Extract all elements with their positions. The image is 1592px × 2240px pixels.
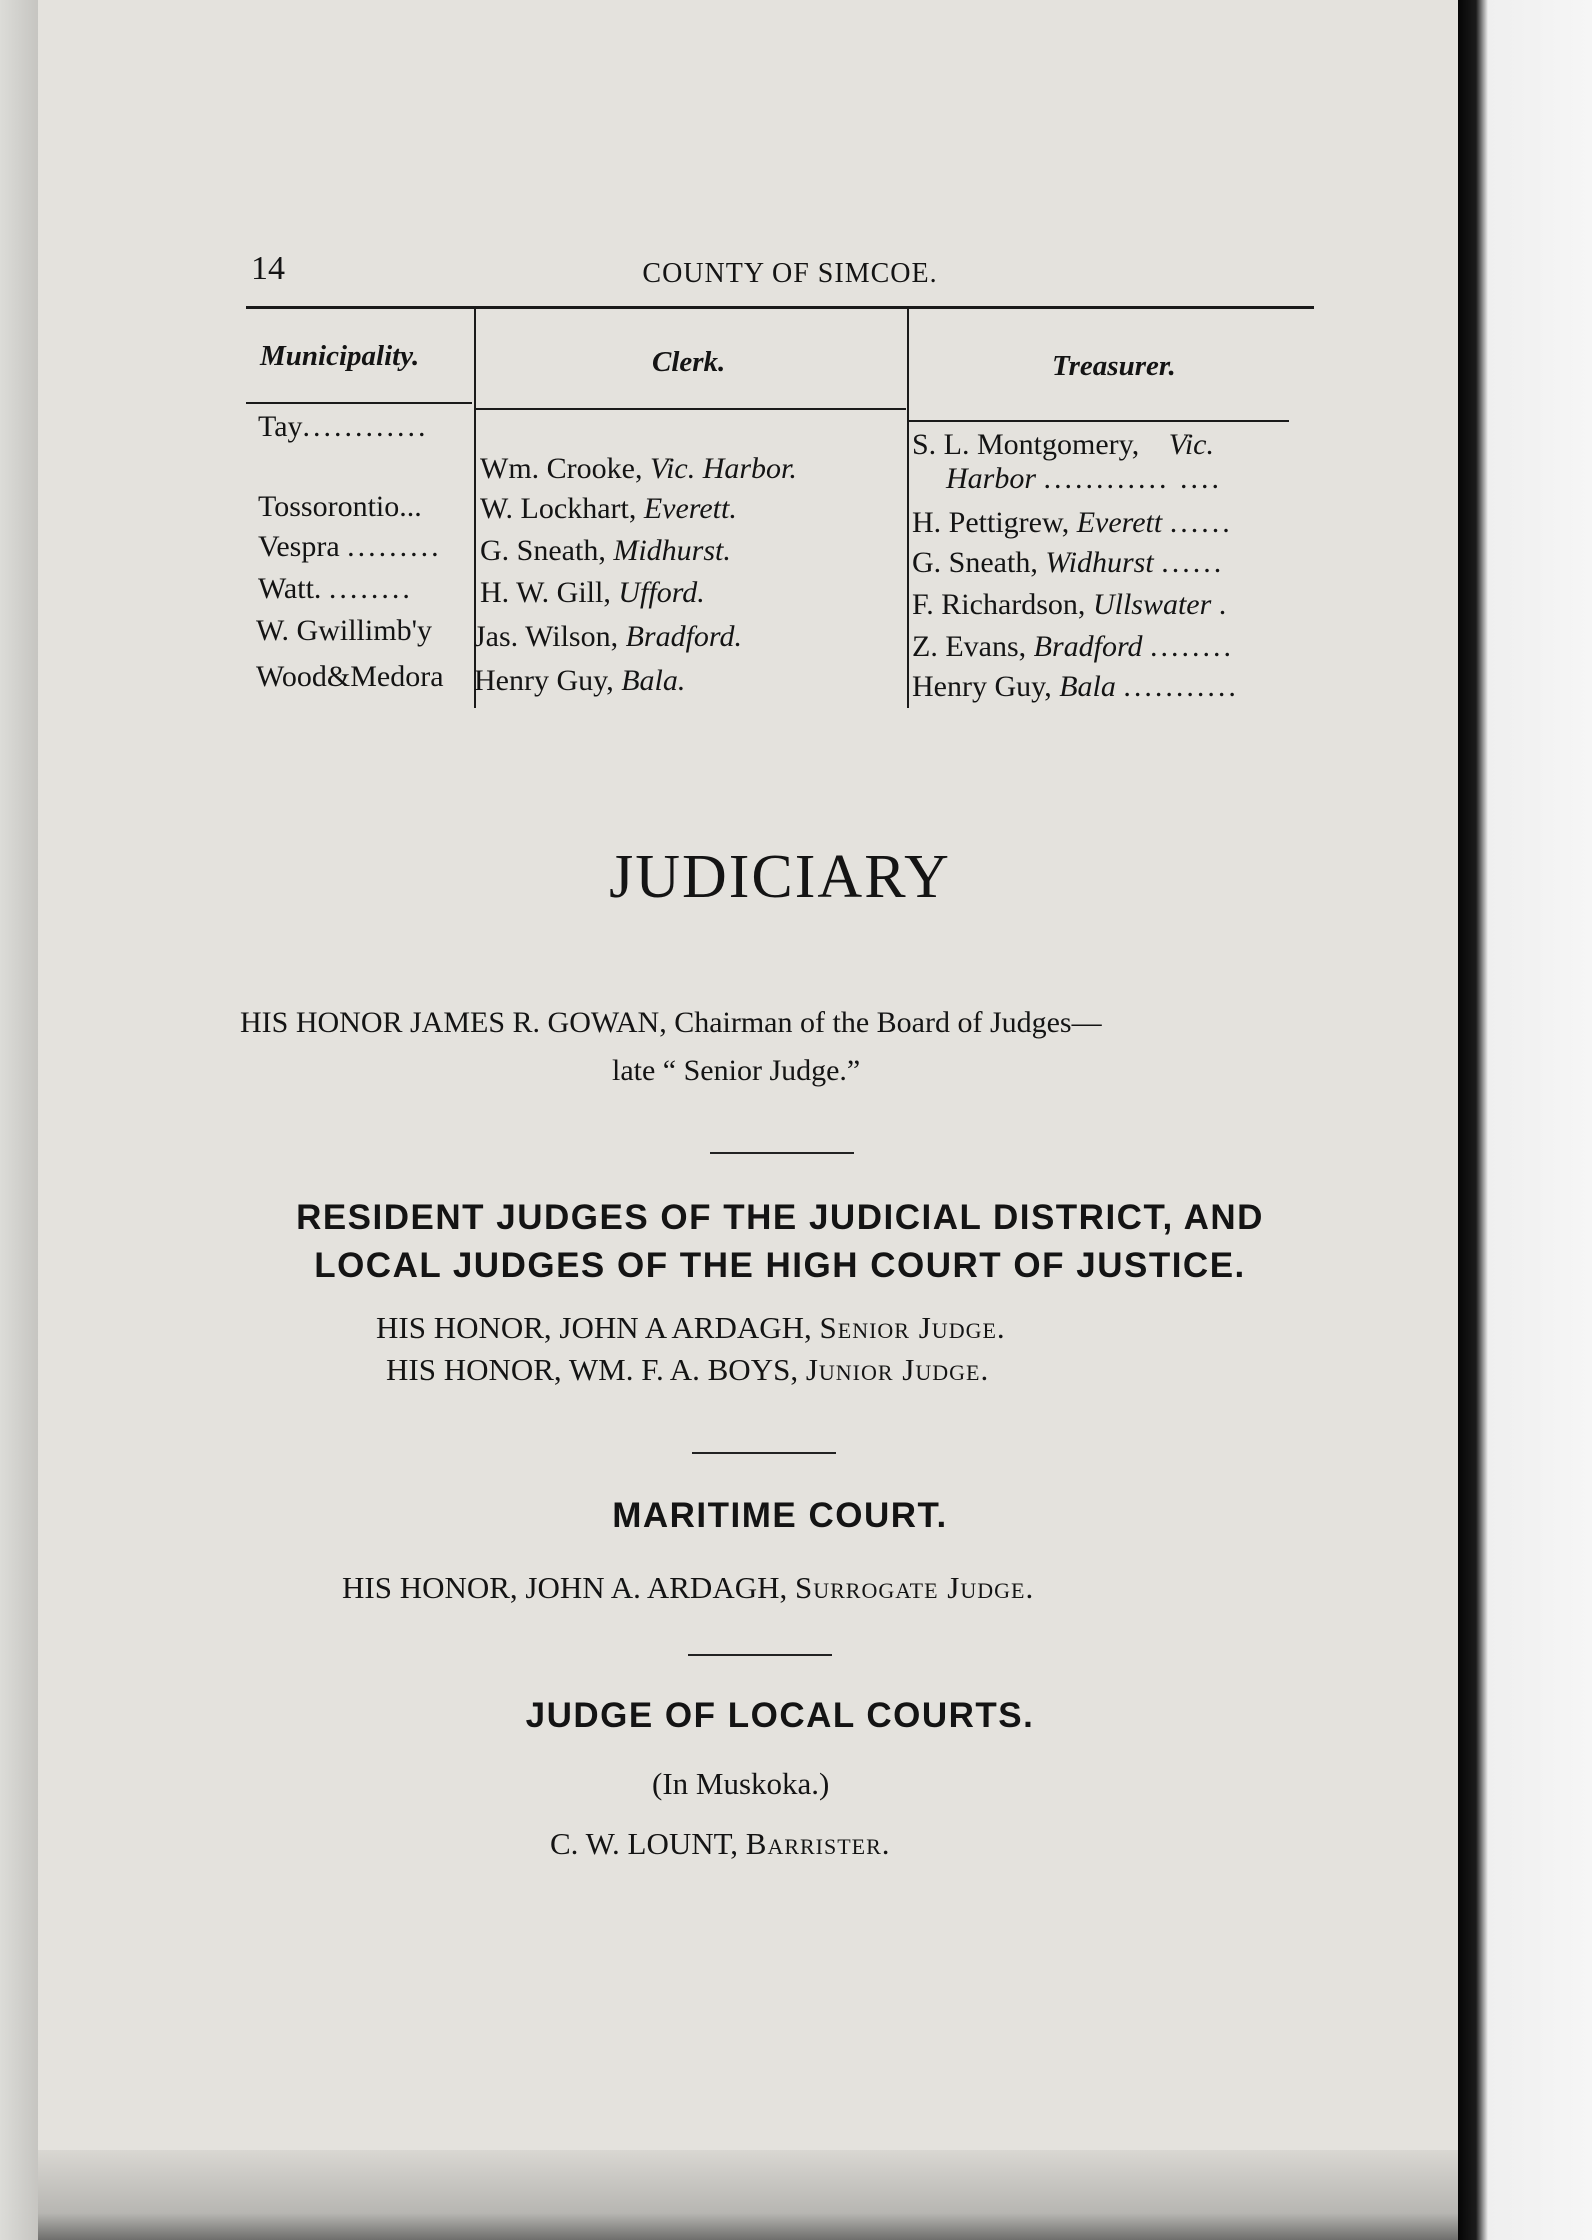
clerk-cell — [480, 576, 705, 610]
clerk-name: W. Lockhart, — [480, 492, 637, 525]
treasurer-name: S. L. Montgomery, — [912, 428, 1140, 461]
clerk-place: Vic. Harbor. — [649, 452, 797, 485]
column-divider-2 — [907, 306, 909, 708]
clerk-cell — [480, 534, 731, 568]
treasurer-name: G. Sneath, — [912, 546, 1038, 579]
page-binding-edge — [0, 0, 40, 2240]
clerk-name: Jas. Wilson, — [474, 620, 619, 653]
municipality-cell: W. Gwillimb'y — [256, 614, 432, 647]
clerk-header-rule — [476, 408, 906, 410]
treasurer-cell — [912, 428, 1214, 462]
treasurer-header-rule — [909, 420, 1289, 422]
treasurer-cell — [912, 670, 1239, 704]
clerk-place: Midhurst. — [613, 534, 731, 567]
clerk-place: Bradford. — [625, 620, 742, 653]
dot-leader: ...... — [1161, 546, 1225, 579]
clerk-place: Bala. — [621, 664, 686, 697]
column-header-treasurer: Treasurer. — [1052, 350, 1176, 382]
judiciary-heading: JUDICIARY — [609, 843, 951, 911]
resident-judges-heading-line-1: RESIDENT JUDGES OF THE JUDICIAL DISTRICT, AND — [296, 1198, 1264, 1237]
treasurer-place: Widhurst — [1045, 546, 1154, 579]
chairman-line-2: late “ Senior Judge.” — [612, 1054, 861, 1087]
page-number: 14 — [251, 250, 285, 287]
clerk-name: G. Sneath, — [480, 534, 606, 567]
maritime-court-heading: MARITIME COURT. — [612, 1496, 948, 1535]
clerk-name: H. W. Gill, — [480, 576, 611, 609]
junior-judge-name: HIS HONOR, WM. F. A. BOYS, — [386, 1352, 799, 1387]
local-courts-judge-title: Barrister. — [745, 1826, 891, 1861]
dot-leader: ........... — [1123, 670, 1239, 703]
municipality-cell: Wood&Medora — [256, 660, 444, 693]
treasurer-place: Ullswater — [1092, 588, 1212, 621]
surrogate-judge-name: HIS HONOR, JOHN A. ARDAGH, — [342, 1570, 788, 1605]
treasurer-name: F. Richardson, — [912, 588, 1086, 621]
surrogate-judge-line — [342, 1570, 1034, 1606]
clerk-name: Henry Guy, — [474, 664, 614, 697]
clerk-cell — [480, 452, 797, 486]
treasurer-name: Z. Evans, — [912, 630, 1027, 663]
treasurer-cell — [912, 546, 1224, 580]
clerk-cell — [480, 492, 737, 526]
surrogate-judge-title: Surrogate Judge. — [794, 1570, 1035, 1605]
column-header-clerk: Clerk. — [652, 346, 726, 378]
clerk-cell — [474, 620, 742, 654]
dot-leader: ............ — [302, 410, 429, 443]
clerk-name: Wm. Crooke, — [480, 452, 643, 485]
section-separator — [688, 1654, 832, 1656]
muskoka-note: (In Muskoka.) — [652, 1766, 830, 1801]
treasurer-cell — [912, 506, 1233, 540]
treasurer-cell-continued — [946, 462, 1222, 496]
treasurer-place: Bala — [1059, 670, 1116, 703]
book-spine — [1458, 0, 1592, 2240]
table-top-rule — [246, 306, 1314, 309]
treasurer-cell — [912, 630, 1234, 664]
dot-leader: ........ — [328, 572, 413, 605]
page-bottom-shadow — [38, 2150, 1458, 2240]
local-courts-judge-line — [550, 1826, 891, 1862]
table-row — [258, 410, 429, 444]
clerk-place: Everett. — [643, 492, 737, 525]
municipality-name: Vespra — [258, 530, 340, 563]
dot-leader: ......... — [347, 530, 442, 563]
section-separator — [692, 1452, 836, 1454]
municipality-cell: Tossorontio... — [258, 490, 422, 523]
municipality-cell: Tay — [258, 410, 303, 443]
chairman-line-1: HIS HONOR JAMES R. GOWAN, Chairman of the Board of Judges— — [240, 1006, 1102, 1039]
section-separator — [710, 1152, 854, 1154]
dot-leader: ............ .... — [1043, 462, 1223, 495]
junior-judge-title: Junior Judge. — [805, 1352, 990, 1387]
running-head-title: COUNTY OF SIMCOE. — [642, 258, 938, 289]
senior-judge-title: Senior Judge. — [819, 1310, 1006, 1345]
dot-leader: . — [1218, 588, 1227, 621]
treasurer-place: Vic. — [1168, 428, 1214, 461]
treasurer-name: Henry Guy, — [912, 670, 1052, 703]
dot-leader: ...... — [1169, 506, 1233, 539]
treasurer-place: Bradford — [1033, 630, 1143, 663]
local-courts-judge-name: C. W. LOUNT, — [550, 1826, 739, 1861]
clerk-place: Ufford. — [618, 576, 705, 609]
municipality-name: Watt. — [258, 572, 322, 605]
column-header-municipality: Municipality. — [260, 340, 420, 372]
municipality-cell — [258, 530, 442, 564]
senior-judge-line — [376, 1310, 1006, 1346]
junior-judge-line — [386, 1352, 989, 1388]
treasurer-cell — [912, 588, 1226, 622]
local-courts-heading: JUDGE OF LOCAL COURTS. — [525, 1696, 1035, 1735]
municipality-header-rule — [246, 402, 472, 404]
treasurer-place: Everett — [1076, 506, 1163, 539]
dot-leader: ........ — [1150, 630, 1235, 663]
treasurer-name: H. Pettigrew, — [912, 506, 1070, 539]
clerk-cell — [474, 664, 685, 698]
resident-judges-heading-line-2: LOCAL JUDGES OF THE HIGH COURT OF JUSTICE. — [314, 1246, 1246, 1285]
municipality-cell — [258, 572, 413, 606]
senior-judge-name: HIS HONOR, JOHN A ARDAGH, — [376, 1310, 812, 1345]
treasurer-place-continued: Harbor — [946, 462, 1037, 495]
